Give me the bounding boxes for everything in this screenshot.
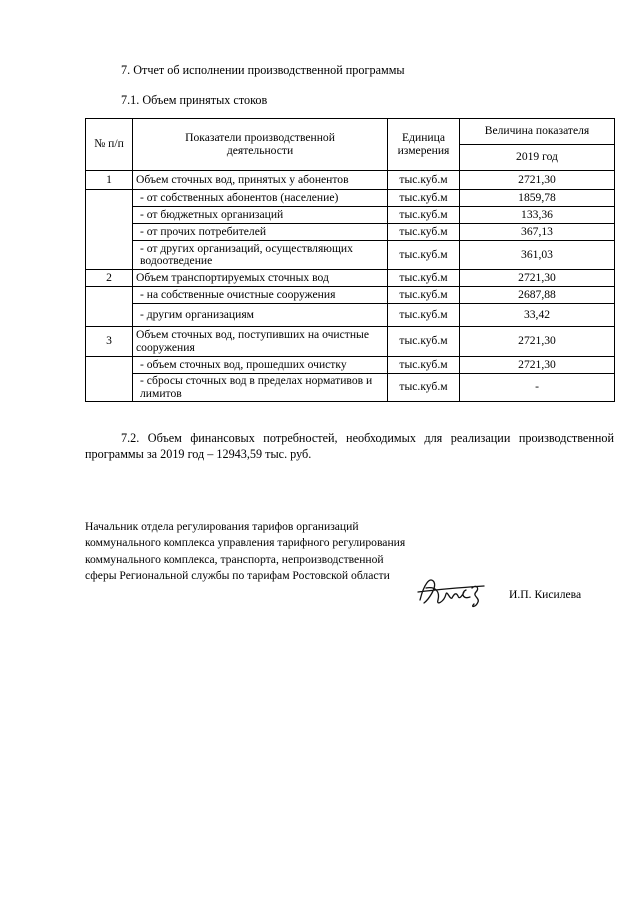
row-indicator: - от собственных абонентов (население)	[133, 190, 388, 207]
row-unit: тыс.куб.м	[388, 190, 460, 207]
row-indicator: - объем сточных вод, прошедших очистку	[133, 357, 388, 374]
row-unit: тыс.куб.м	[388, 241, 460, 270]
row-value: 2721,30	[460, 357, 615, 374]
row-indicator: - сбросы сточных вод в пределах нормативов и лимитов	[133, 374, 388, 402]
table-row	[86, 190, 615, 207]
row-num	[86, 190, 133, 270]
header-unit: Единица измерения	[388, 119, 460, 171]
row-unit: тыс.куб.м	[388, 327, 460, 357]
row-unit: тыс.куб.м	[388, 287, 460, 304]
row-value: 33,42	[460, 304, 615, 327]
row-indicator: - от других организаций, осуществляющих водоотведение	[133, 241, 388, 270]
row-num: 2	[86, 270, 133, 287]
report-table	[85, 118, 615, 402]
header-value: Величина показателя	[460, 119, 615, 145]
header-year: 2019 год	[460, 145, 615, 171]
row-value: 1859,78	[460, 190, 615, 207]
row-unit: тыс.куб.м	[388, 171, 460, 190]
row-unit: тыс.куб.м	[388, 207, 460, 224]
handwritten-signature	[414, 570, 500, 610]
row-unit: тыс.куб.м	[388, 224, 460, 241]
signatory-position: Начальник отдела регулирования тарифов организаций коммунального комплекса управления тарифного регулирования коммунального комплекса, транспорта, непроизводственной сферы Региональной службы по тарифам Ростовской области	[85, 520, 406, 582]
table-row	[86, 357, 615, 374]
table-row	[86, 270, 615, 287]
row-num	[86, 287, 133, 327]
table-row	[86, 241, 615, 270]
row-indicator: Объем сточных вод, поступивших на очистные сооружения	[133, 327, 388, 357]
table-row	[86, 287, 615, 304]
row-indicator: Объем сточных вод, принятых у абонентов	[133, 171, 388, 190]
row-value: 367,13	[460, 224, 615, 241]
finance-paragraph: 7.2. Объем финансовых потребностей, необходимых для реализации производственной программы за 2019 год – 12943,59 тыс. руб.	[85, 431, 614, 461]
row-num: 1	[86, 171, 133, 190]
row-value: 2687,88	[460, 287, 615, 304]
row-indicator: Объем транспортируемых сточных вод	[133, 270, 388, 287]
header-num: № п/п	[86, 119, 133, 171]
row-unit: тыс.куб.м	[388, 357, 460, 374]
row-value: 2721,30	[460, 171, 615, 190]
row-value: 2721,30	[460, 270, 615, 287]
row-indicator: - другим организациям	[133, 304, 388, 327]
section-title: 7. Отчет об исполнении производственной программы	[121, 63, 405, 77]
table-row	[86, 374, 615, 402]
row-indicator: - на собственные очистные сооружения	[133, 287, 388, 304]
table-row	[86, 207, 615, 224]
row-unit: тыс.куб.м	[388, 304, 460, 327]
row-indicator: - от бюджетных организаций	[133, 207, 388, 224]
row-value: 2721,30	[460, 327, 615, 357]
signatory-name: И.П. Кисилева	[509, 588, 582, 601]
table-row	[86, 224, 615, 241]
row-unit: тыс.куб.м	[388, 270, 460, 287]
table-row	[86, 327, 615, 357]
row-value: 133,36	[460, 207, 615, 224]
table-row	[86, 304, 615, 327]
row-indicator: - от прочих потребителей	[133, 224, 388, 241]
section-subtitle: 7.1. Объем принятых стоков	[121, 93, 268, 107]
row-unit: тыс.куб.м	[388, 374, 460, 402]
table-row	[86, 171, 615, 190]
row-value: -	[460, 374, 615, 402]
row-value: 361,03	[460, 241, 615, 270]
row-num	[86, 357, 133, 402]
row-num: 3	[86, 327, 133, 357]
table-header-row	[86, 119, 615, 145]
header-indicator: Показатели производственной деятельности	[133, 119, 388, 171]
